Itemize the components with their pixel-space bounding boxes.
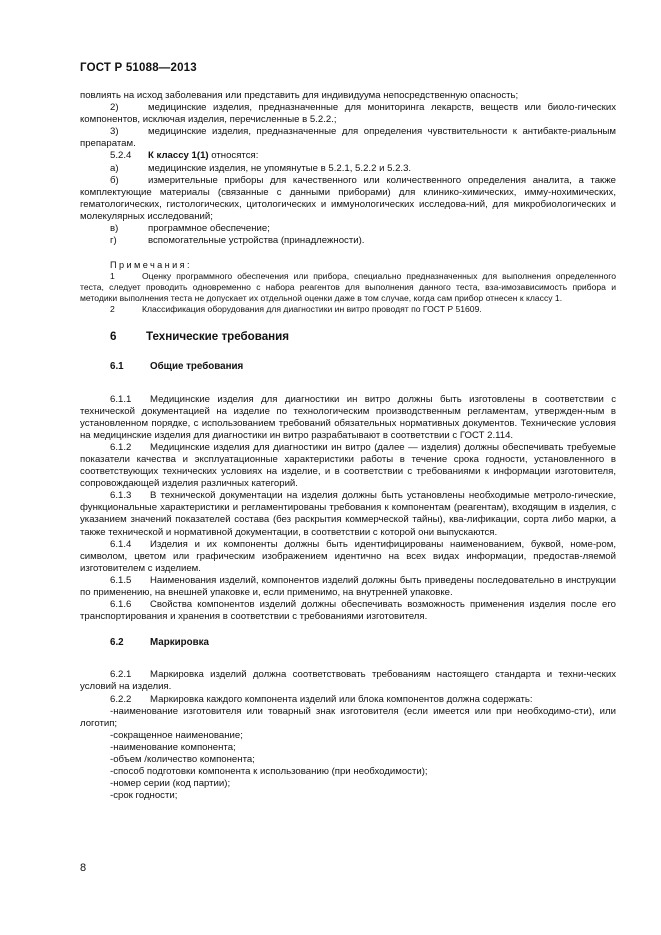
paragraph: 6.1.5 Наименования изделий, компонентов изделий должны быть приведены последовательно в инструкции по применению, на внешней упаковке и, если применимо, на внутренней упаковке. — [80, 574, 616, 598]
dash-item: -наименование изготовителя или товарный знак изготовителя (если имеется или при необходимо-сти), или логотип; — [80, 705, 616, 729]
dash-item: -срок годности; — [110, 790, 178, 802]
paragraph: 6.1.3 В технической документации на изделия должны быть установлены необходимые метроло-гические, функциональные характеристики и регламентированы требования к компонентам (реагентам), входящим в изделия, с указанием значений показателей состава (без раскрытия коммерческой тайны), ква-лификации, сорта либо марки, а также технической и нормативной документации, в соответствии с которой они выпускаются. — [80, 490, 616, 538]
list-item: 3) медицинские изделия, предназначенные для определения чувствительности к антибакте-риальным препаратам. — [80, 126, 616, 150]
notes-title: Примечания: — [110, 260, 192, 271]
dash-item: -сокращенное наименование; — [110, 729, 243, 741]
page-number: 8 — [80, 862, 87, 874]
dash-item: -способ подготовки компонента к использованию (при необходимости); — [110, 766, 428, 778]
list-item: г) вспомогательные устройства (принадлежности). — [110, 235, 365, 247]
subsection-heading: 6.1 Общие требования — [110, 361, 244, 373]
dash-item: -наименование компонента; — [110, 741, 236, 753]
section-heading: 6 Технические требования — [110, 330, 290, 344]
dash-item: -объем /количество компонента; — [110, 754, 255, 766]
paragraph: 6.2.1 Маркировка изделий должна соответствовать требованиям настоящего стандарта и техни-ческих условий на изделия. — [80, 669, 616, 693]
dash-item: -номер серии (код партии); — [110, 778, 231, 790]
list-item: в) программное обеспечение; — [110, 223, 270, 235]
document-header: ГОСТ Р 51088—2013 — [80, 62, 197, 74]
paragraph: 6.1.6 Свойства компонентов изделий должны обеспечивать возможность применения изделия после его транспортирования и хранения в соответствии с требованиями изготовителя. — [80, 599, 616, 623]
note-item: 2 Классификация оборудования для диагностики ин витро проводят по ГОСТ Р 51609. — [110, 304, 482, 315]
clause-5-2-4: 5.2.4 К классу 1(1) относятся: — [110, 150, 259, 162]
list-item: б) измерительные приборы для качественного или количественного определения аналита, а также комплектующие материалы (связанные с данными приборами) для клинико-химических, имму-нохимических, гематологических, гистологических, цитологических и иммунологических исследова-ний, для микробиологических и молекулярных исследований; — [80, 174, 616, 222]
document-body — [80, 90, 616, 802]
paragraph: 6.1.2 Медицинские изделия для диагностики ин витро (далее — изделия) должны обеспечивать требуемые показатели качества и эксплуатационные характеристики работы в течение срока годности, установленного в соответствующих технических условиях на изделие, и в соответствии с требованиями к информации изготовителя, сопровождающей изделия различных категорий. — [80, 441, 616, 490]
paragraph: 6.1.1 Медицинские изделия для диагностики ин витро должны быть изготовлены в соответствии с технической документацией на изделие по технологическим производственным регламентам, утвержден-ным в установленном порядке, с использованием требований обязательных нормативных документов. Технические условия на медицинские изделия для диагностики ин витро разрабатывают в соответствии с ГОСТ 2.114. — [80, 393, 616, 441]
list-item: а) медицинские изделия, не упомянутые в 5.2.1, 5.2.2 и 5.2.3. — [110, 162, 412, 174]
subsection-heading: 6.2 Маркировка — [110, 637, 209, 649]
note-item: 1 Оценку программного обеспечения или прибора, специально предназначенных для выполнения определенного теста, следует проводить одновременно с набора реагентов для выполнения данного теста, вза-имозависимость прибора и методики выполнения теста не допускает их отдельной оценки даже в том случае, когда сам прибор отнесен к классу 1. — [80, 271, 616, 304]
paragraph: 6.1.4 Изделия и их компоненты должны быть идентифицированы наименованием, буквой, номе-ром, символом, цветом или графическим изображением идентично на всех видах информации, предостав-ляемой изготовителем с изделием. — [80, 538, 616, 574]
list-item: 2) медицинские изделия, предназначенные для мониторинга лекарств, веществ или биоло-гических компонентов, исключая изделия, перечисленные в 5.2.2.; — [80, 102, 616, 126]
paragraph: 6.2.2 Маркировка каждого компонента изделий или блока компонентов должна содержать: — [110, 693, 533, 705]
continuation-text: повлиять на исход заболевания или представить для индивидуума непосредственную опасность; — [80, 90, 519, 101]
